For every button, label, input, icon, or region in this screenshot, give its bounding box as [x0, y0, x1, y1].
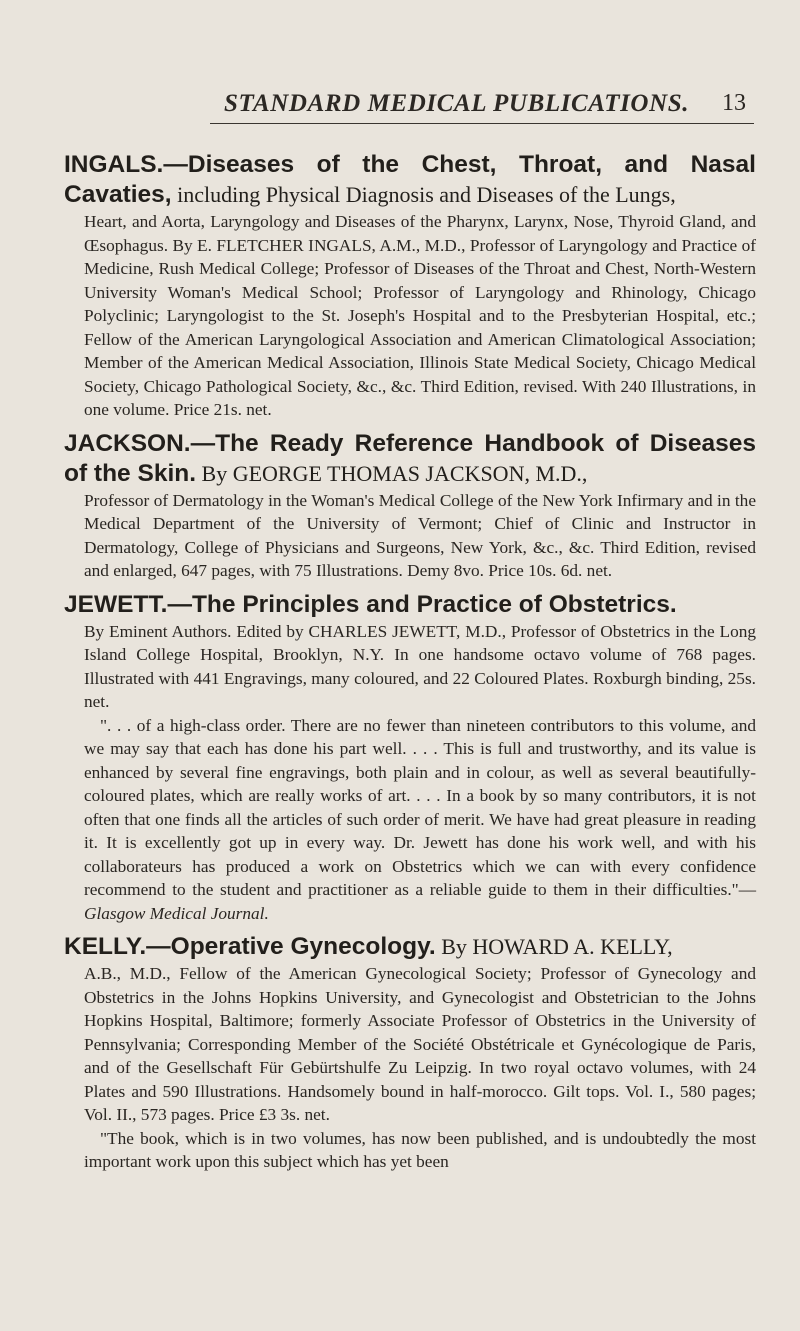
entry-title-rest: By HOWARD A. KELLY,	[435, 934, 673, 959]
entry-title-rest: including Physical Diagnosis and Diseases of the Lungs,	[171, 182, 676, 207]
entry-title: —Operative Gynecology.	[146, 933, 436, 960]
entry-body: Heart, and Aorta, Laryngology and Diseases of the Pharynx, Larynx, Nose, Thyroid Gland, and Œsophagus. By E. FLETCHER INGALS, A.M., M.D., Professor of Laryngology and Practice of Medicine, Rush Medical College; Professor of Diseases of the Throat and Chest, North-Western University Woman's Medical School; Professor of Laryngology and Rhinology, Chicago Polyclinic; Laryngologist to the St. Joseph's Hospital and to the Presbyterian Hospital, etc.; Fellow of the American Laryngological Association and American Climatological Association; Member of the American Medical Association, Illinois State Medical Society, Chicago Medical Society, Chicago Pathological Society, &c., &c. Third Edition, revised. With 240 Illustrations, in one volume. Price 21s. net.	[84, 212, 756, 419]
entry-author: JACKSON.	[64, 429, 191, 457]
review-quote	[64, 714, 756, 926]
quote-source: Glasgow Medical Journal.	[84, 903, 269, 923]
entry-body: A.B., M.D., Fellow of the American Gynecological Society; Professor of Gynecology and Obstetrics in the Johns Hopkins University, and Gynecologist and Obstetrician to the Johns Hopkins Hospital, Baltimore; formerly Associate Professor of Obstetrics in the University of Pennsylvania; Corresponding Member of the Société Obstétricale et Gynécologique de Paris, and of the Gesellschaft Für Gebürtshulfe Zu Leipzig. In two royal octavo volumes, with 24 Plates and 590 Illustrations. Handsomely bound in half-morocco. Gilt tops. Vol. I., 580 pages; Vol. II., 573 pages. Price £3 3s. net.	[84, 964, 756, 1124]
entry-kelly	[64, 932, 756, 1174]
entry-heading	[64, 429, 756, 489]
entry-heading	[64, 932, 756, 962]
quote-text: "The book, which is in two volumes, has now been published, and is undoubtedly the most important work upon this subject which has yet been	[84, 1128, 756, 1171]
entry-ingals	[64, 150, 756, 422]
quote-text: ". . . of a high-class order. There are no fewer than nineteen contributors to this volume, and we may say that each has done his part well. . . . This is full and trustworthy, and its value is enhanced by several fine engravings, both plain and in colour, as well as several beautifully-coloured plates, which are really works of art. . . . In a book by so many contributors, it is not often that one finds all the articles of such order of merit. We have had great pleasure in reading it. It is excellently got up in every way. Dr. Jewett has done his work well, and with his collaborateurs has produced a work on Obstetrics which we can with every confidence recommend to the student and practitioner as a reliable guide to them in their difficulties."—	[84, 715, 756, 899]
entry-title: —Diseases of the Chest, Throat, and Nasal Cavaties,	[64, 151, 756, 208]
header-rule	[210, 123, 754, 124]
entry-title: —The Principles and Practice of Obstetrics.	[167, 590, 677, 618]
running-head-title: STANDARD MEDICAL PUBLICATIONS.	[224, 90, 690, 117]
entry-jackson	[64, 429, 756, 583]
entry-body: By Eminent Authors. Edited by CHARLES JEWETT, M.D., Professor of Obstetrics in the Long Island College Hospital, Brooklyn, N.Y. In one handsome octavo volume of 768 pages. Illustrated with 441 Engravings, many coloured, and 22 Coloured Plates. Roxburgh binding, 25s. net.	[84, 621, 756, 711]
entry-author: JEWETT.	[64, 590, 168, 618]
entry-jewett	[64, 590, 756, 926]
entry-title-rest: By GEORGE THOMAS JACKSON, M.D.,	[196, 460, 588, 486]
page-number: 13	[722, 90, 746, 116]
entry-body: Professor of Dermatology in the Woman's Medical College of the New York Infirmary and in the Medical Department of the University of Vermont; Chief of Clinic and Instructor in Dermatology, College of Physicians and Surgeons, New York, &c., &c. Third Edition, revised and enlarged, 647 pages, with 75 Illustrations. Demy 8vo. Price 10s. 6d. net.	[84, 490, 756, 580]
entry-title: —The Ready Reference Handbook of Diseases of the Skin.	[64, 429, 756, 487]
entry-author: INGALS.	[64, 151, 164, 178]
entry-heading	[64, 150, 756, 210]
running-head	[64, 0, 756, 150]
entry-heading	[64, 590, 756, 620]
entry-author: KELLY.	[64, 933, 147, 960]
review-quote	[64, 1127, 756, 1174]
